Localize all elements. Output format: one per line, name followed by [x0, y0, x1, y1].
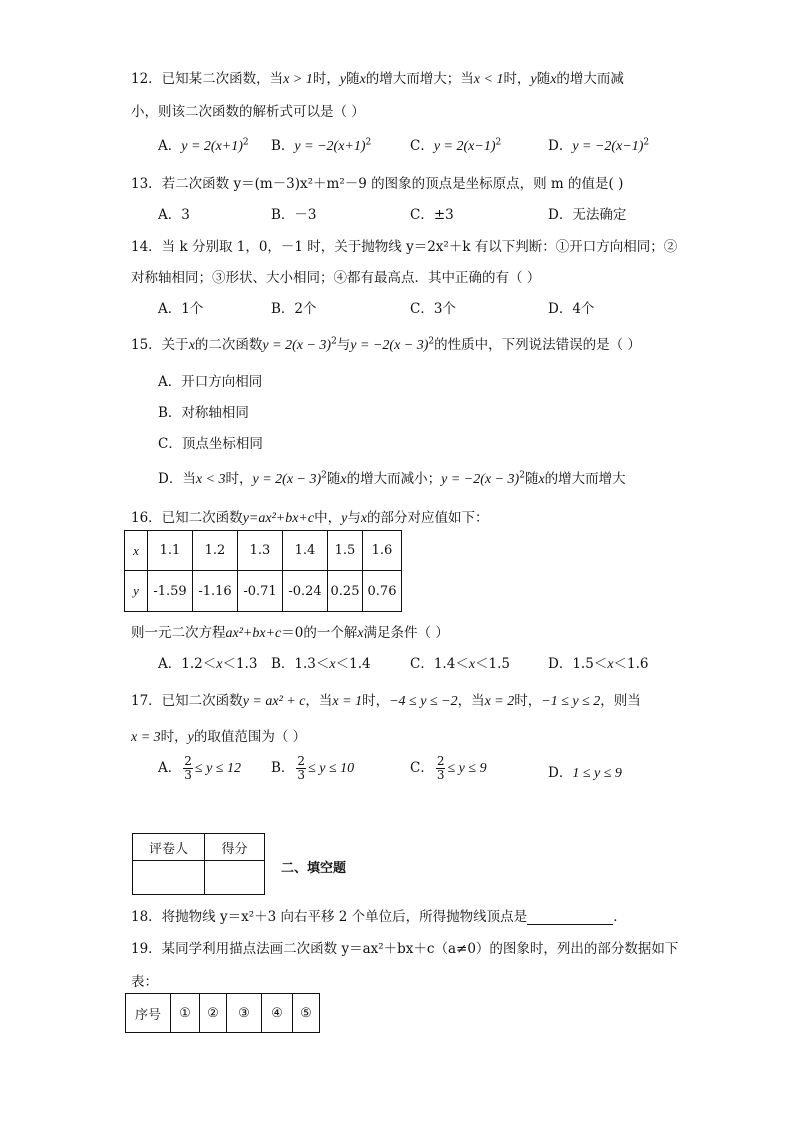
q16-option-b[interactable]: B．1.3＜x＜1.4 [271, 656, 371, 672]
q16-option-c[interactable]: C．1.4＜x＜1.5 [410, 656, 511, 672]
q16-option-a[interactable]: A．1.2＜x＜1.3 [158, 656, 258, 672]
q12-line2: 小，则该二次函数的解析式可以是（ ） [131, 104, 365, 120]
q17-option-c[interactable]: C． $\frac{2}{3}$ ≤ y ≤ 9 [410, 754, 487, 782]
q12-option-a[interactable]: A．$y = 2(x+1)^2$ [158, 137, 249, 154]
q16-question: 则一元二次方程ax²+bx+c＝0的一个解x满足条件（ ） [131, 625, 449, 641]
q13-option-c[interactable]: C．±3 [410, 207, 454, 223]
q15-option-c[interactable]: C．顶点坐标相同 [158, 436, 263, 452]
score-box-grader-cell[interactable] [133, 861, 205, 895]
q16-stem: 16．已知二次函数y=ax²+bx+c中，y与x的部分对应值如下： [131, 510, 489, 526]
q13-text: 13．若二次函数 y＝(m－3)x²＋m²－9 的图象的顶点是坐标原点，则 m 的值是( ) [131, 176, 624, 192]
q13-option-d[interactable]: D．无法确定 [548, 207, 627, 223]
q16-option-d[interactable]: D．1.5＜x＜1.6 [548, 656, 649, 672]
fraction: $\frac{2}{3}$ [297, 754, 306, 782]
q19-line2: 表： [131, 974, 158, 990]
answer-blank[interactable] [527, 911, 613, 925]
fraction: $\frac{2}{3}$ [436, 754, 445, 782]
q14-line2: 对称轴相同；③形状、大小相同；④都有最高点．其中正确的有（ ） [131, 270, 541, 286]
q19-line1: 19．某同学利用描点法画二次函数 y＝ax²＋bx＋c（a≠0）的图象时，列出的部分数据如下 [131, 941, 679, 957]
q13-option-a[interactable]: A．3 [158, 207, 190, 223]
q16-table-row-y: y -1.59 -1.16 -0.71 -0.24 0.25 0.76 [125, 571, 402, 612]
q12-option-b[interactable]: B．$y = -2(x+1)^2$ [271, 137, 372, 154]
q19-table-row: 序号 ① ② ③ ④ ⑤ [126, 994, 320, 1033]
score-box [132, 833, 265, 895]
fraction: $\frac{2}{3}$ [184, 754, 192, 782]
section-title: 二、填空题 [281, 861, 347, 876]
q15-stem: 15．关于x的二次函数$y = 2(x - 3)^2$与$y = -2(x - 3)^2$的性质中，下列说法错误的是（ ） [131, 336, 641, 353]
q18-text: 18．将抛物线 y＝x²＋3 向右平移 2 个单位后，所得抛物线顶点是 ． [131, 909, 627, 925]
score-box-score-label: 得分 [205, 834, 265, 861]
q15-option-d[interactable]: D．当x < 3时，$y = 2(x - 3)^2$随x的增大而减小；$y = -2(x - 3)^2$随x的增大而增大 [158, 470, 626, 487]
q14-option-d[interactable]: D．4个 [548, 301, 595, 317]
q17-line1: 17．已知二次函数y = ax² + c，当x = 1时，−4 ≤ y ≤ −2，当x = 2时，−1 ≤ y ≤ 2，则当 [131, 693, 641, 709]
q15-option-a[interactable]: A．开口方向相同 [158, 374, 263, 390]
q17-line2: x = 3时，y的取值范围为（ ） [131, 729, 307, 745]
q17-option-d[interactable]: D．1 ≤ y ≤ 9 [548, 765, 622, 781]
score-box-grader-label: 评卷人 [133, 834, 205, 861]
q14-option-a[interactable]: A．1个 [158, 301, 204, 317]
score-box-score-cell[interactable] [205, 861, 265, 895]
q14-option-c[interactable]: C．3个 [410, 301, 456, 317]
q14-option-b[interactable]: B．2个 [271, 301, 317, 317]
q12-option-d[interactable]: D．$y = -2(x-1)^2$ [548, 137, 650, 154]
q15-option-b[interactable]: B．对称轴相同 [158, 405, 249, 421]
q17-option-a[interactable]: A． $\frac{2}{3}$ ≤ y ≤ 12 [158, 754, 241, 782]
q16-table-row-x: x 1.1 1.2 1.3 1.4 1.5 1.6 [125, 531, 402, 571]
q13-option-b[interactable]: B．－3 [271, 207, 317, 223]
q16-table [124, 530, 402, 612]
q12-line1: 12．已知某二次函数，当x > 1时，y随x的增大而增大；当x < 1时，y随x的增大而减 [131, 71, 624, 87]
q19-table [125, 993, 320, 1033]
q17-option-b[interactable]: B． $\frac{2}{3}$ ≤ y ≤ 10 [271, 754, 355, 782]
q14-line1: 14．当 k 分别取 1，0，－1 时，关于抛物线 y＝2x²＋k 有以下判断：①开口方向相同；② [131, 239, 678, 255]
q12-option-c[interactable]: C．$y = 2(x-1)^2$ [410, 137, 502, 154]
